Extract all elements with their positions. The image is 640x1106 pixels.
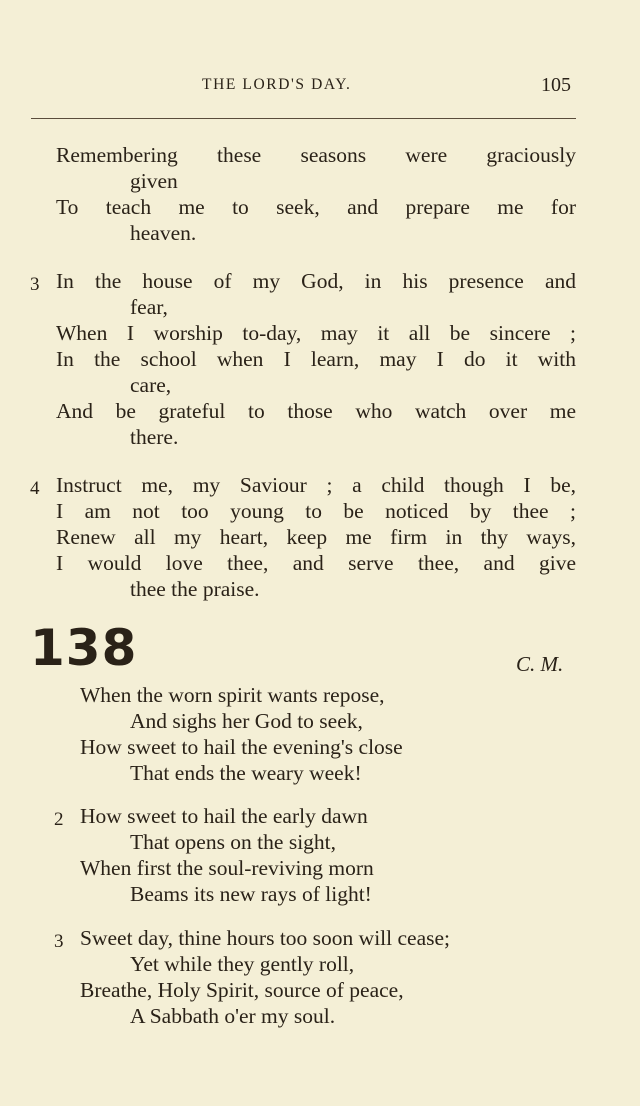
verse-line: Breathe, Holy Spirit, source of peace,	[80, 978, 404, 1002]
verse-line: Renew all my heart, keep me firm in thy ways,	[56, 525, 576, 549]
stanza-number: 2	[54, 809, 64, 830]
verse-line: heaven.	[130, 221, 197, 245]
verse-line: When the worn spirit wants repose,	[80, 683, 385, 707]
verse-line: Beams its new rays of light!	[130, 882, 372, 906]
verse-line: I would love thee, and serve thee, and give	[56, 551, 576, 575]
verse-line: thee the praise.	[130, 577, 260, 601]
verse-line: How sweet to hail the evening's close	[80, 735, 403, 759]
hymn-number: 138	[30, 619, 138, 677]
verse-line: Yet while they gently roll,	[130, 952, 355, 976]
stanza-number: 3	[30, 274, 40, 295]
verse-line: And be grateful to those who watch over me	[56, 399, 576, 423]
verse-line: fear,	[130, 295, 168, 319]
verse-line: How sweet to hail the early dawn	[80, 804, 368, 828]
page-number: 105	[541, 74, 571, 96]
page-header	[0, 76, 640, 106]
verse-line: That opens on the sight,	[130, 830, 337, 854]
verse-line: Sweet day, thine hours too soon will cease;	[80, 926, 451, 950]
verse-line: When I worship to-day, may it all be sincere ;	[56, 321, 576, 345]
verse-line: When first the soul-reviving morn	[80, 856, 374, 880]
verse-line: In the school when I learn, may I do it with	[56, 347, 576, 371]
stanza-number: 4	[30, 478, 40, 499]
header-rule	[31, 118, 576, 119]
verse-line: given	[130, 169, 178, 193]
verse-line: I am not too young to be noticed by thee ;	[56, 499, 576, 523]
stanza-number: 3	[54, 931, 64, 952]
verse-line: In the house of my God, in his presence and	[56, 269, 576, 293]
verse-line: A Sabbath o'er my soul.	[130, 1004, 336, 1028]
verse-line: care,	[130, 373, 172, 397]
running-title: THE LORD'S DAY.	[202, 76, 352, 93]
verse-line: Remembering these seasons were graciously	[56, 143, 576, 167]
verse-line: That ends the weary week!	[130, 761, 362, 785]
hymn-meter: C. M.	[516, 652, 564, 676]
verse-line: there.	[130, 425, 179, 449]
verse-line: Instruct me, my Saviour ; a child though I be,	[56, 473, 576, 497]
verse-line: And sighs her God to seek,	[130, 709, 363, 733]
verse-line: To teach me to seek, and prepare me for	[56, 195, 576, 219]
